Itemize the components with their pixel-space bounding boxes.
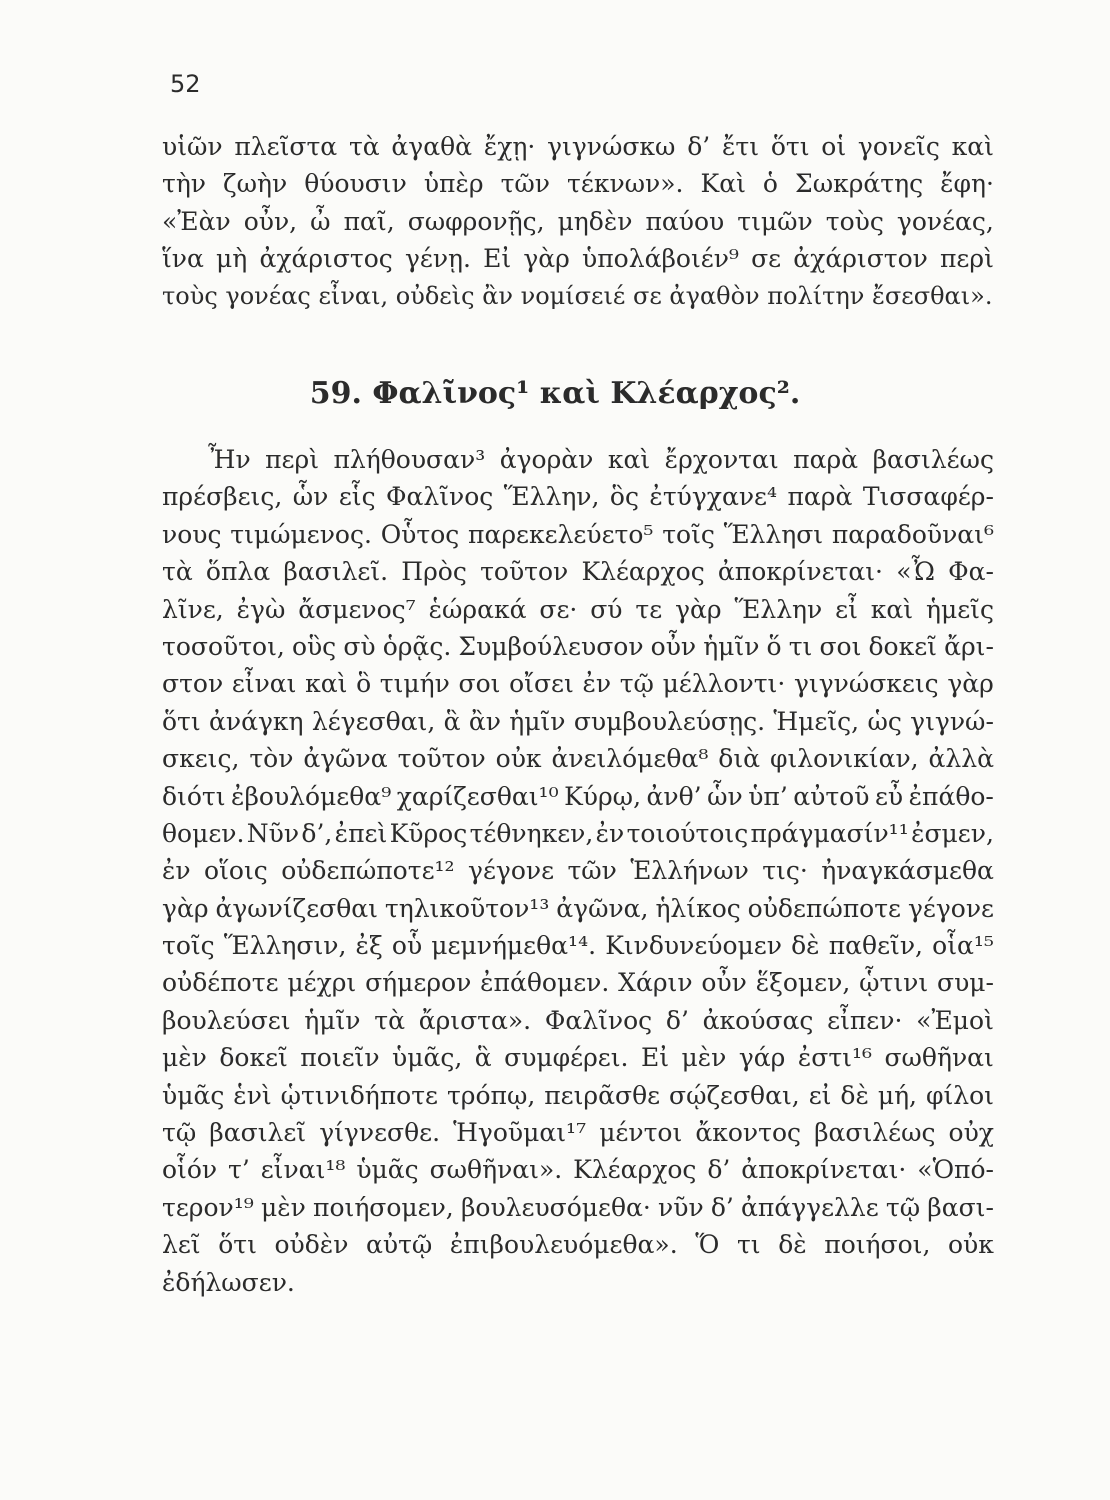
- paragraph-2: [162, 441, 994, 1301]
- text-line: τῷ βασιλεῖ γίγνεσθε. Ἡγοῦμαι¹⁷ μέντοι ἄκοντος βασιλέως οὐχ: [162, 1118, 994, 1148]
- text-line: νους τιμώμενος. Οὗτος παρεκελεύετο⁵ τοῖς Ἕλλησι παραδοῦναι⁶: [162, 519, 994, 549]
- text-line: τὴν ζωὴν θύουσιν ὑπὲρ τῶν τέκνων». Καὶ ὁ Σωκράτης ἔφη·: [162, 169, 994, 199]
- text-line: λεῖ ὅτι οὐδὲν αὐτῷ ἐπιβουλευόμεθα». Ὅ τι δὲ ποιήσοι, οὐκ: [162, 1230, 994, 1260]
- text-line: τὰ ὅπλα βασιλεῖ. Πρὸς τοῦτον Κλέαρχος ἀποκρίνεται· «Ὦ Φα-: [162, 557, 994, 587]
- text-line: ἵνα μὴ ἀχάριστος γένῃ. Εἰ γὰρ ὑπολάβοιέν⁹ σε ἀχάριστον περὶ: [162, 244, 994, 274]
- text-line: ὅτι ἀνάγκη λέγεσθαι, ἃ ἂν ἡμῖν συμβουλεύσῃς. Ἡμεῖς, ὡς γιγνώ-: [162, 706, 994, 736]
- text-line: γὰρ ἀγωνίζεσθαι τηλικοῦτον¹³ ἀγῶνα, ἡλίκος οὐδεπώποτε γέγονε: [162, 893, 994, 923]
- text-line: διότι ἐβουλόμεθα⁹ χαρίζεσθαι¹⁰ Κύρῳ, ἀνθ’ ὧν ὑπ’ αὐτοῦ εὖ ἐπάθο-: [162, 781, 994, 811]
- text-line: μὲν δοκεῖ ποιεῖν ὑμᾶς, ἃ συμφέρει. Εἰ μὲν γάρ ἐστι¹⁶ σωθῆναι: [162, 1043, 994, 1073]
- text-line: τοὺς γονέας εἶναι, οὐδεὶς ἂν νομίσειέ σε ἀγαθὸν πολίτην ἔσεσθαι».: [162, 281, 993, 310]
- text-line: υἱῶν πλεῖστα τὰ ἀγαθὰ ἔχῃ· γιγνώσκω δ’ ἔτι ὅτι οἱ γονεῖς καὶ: [162, 132, 994, 161]
- text-line: στον εἶναι καὶ ὃ τιμήν σοι οἴσει ἐν τῷ μέλλοντι· γιγνώσκεις γὰρ: [162, 669, 994, 699]
- text-line: οὐδέποτε μέχρι σήμερον ἐπάθομεν. Χάριν οὖν ἕξομεν, ᾧτινι συμ-: [162, 968, 994, 998]
- text-line: πρέσβεις, ὧν εἷς Φαλῖνος Ἕλλην, ὃς ἐτύγχανε⁴ παρὰ Τισσαφέρ-: [162, 482, 994, 512]
- text-line: ἐν οἵοις οὐδεπώποτε¹² γέγονε τῶν Ἑλλήνων τις· ἠναγκάσμεθα: [162, 856, 994, 886]
- text-line: ἐδήλωσεν.: [162, 1267, 295, 1297]
- text-line: «Ἐὰν οὖν, ὦ παῖ, σωφρονῇς, μηδὲν παύου τιμῶν τοὺς γονέας,: [162, 206, 994, 236]
- text-line: τοῖς Ἕλλησιν, ἐξ οὗ μεμνήμεθα¹⁴. Κινδυνεύομεν δὲ παθεῖν, οἷα¹⁵: [162, 931, 994, 961]
- text-line: βουλεύσει ἡμῖν τὰ ἄριστα». Φαλῖνος δ’ ἀκούσας εἶπεν· «Ἐμοὶ: [162, 1005, 994, 1035]
- text-line: τοσοῦτοι, οὓς σὺ ὁρᾷς. Συμβούλευσον οὖν ἡμῖν ὅ τι σοι δοκεῖ ἄρι-: [162, 631, 994, 661]
- text-line: Ἦν περὶ πλήθουσαν³ ἀγορὰν καὶ ἔρχονται παρὰ βασιλέως: [208, 445, 994, 474]
- text-line: λῖνε, ἐγὼ ἄσμενος⁷ ἑώρακά σε· σύ τε γὰρ Ἕλλην εἶ καὶ ἡμεῖς: [162, 594, 994, 624]
- section-heading: 59. Φαλῖνος¹ καὶ Κλέαρχος².: [309, 376, 801, 411]
- page-number: 52: [170, 70, 201, 98]
- text-line: τερον¹⁹ μὲν ποιήσομεν, βουλευσόμεθα· νῦν δ’ ἀπάγγελλε τῷ βασι-: [162, 1192, 994, 1222]
- text-line: ὑμᾶς ἑνὶ ᾡτινιδήποτε τρόπῳ, πειρᾶσθε σῴζεσθαι, εἰ δὲ μή, φίλοι: [162, 1080, 994, 1110]
- text-line: σκεις, τὸν ἀγῶνα τοῦτον οὐκ ἀνειλόμεθα⁸ διὰ φιλονικίαν, ἀλλὰ: [162, 744, 994, 774]
- text-line: οἷόν τ’ εἶναι¹⁸ ὑμᾶς σωθῆναι». Κλέαρχος δ’ ἀποκρίνεται· «Ὁπό-: [162, 1155, 994, 1185]
- paragraph-1: [162, 128, 994, 315]
- text-line: θομεν. Νῦν δ’, ἐπεὶ Κῦρος τέθνηκεν, ἐν τοιούτοις πράγμασίν¹¹ ἐσμεν,: [162, 818, 994, 848]
